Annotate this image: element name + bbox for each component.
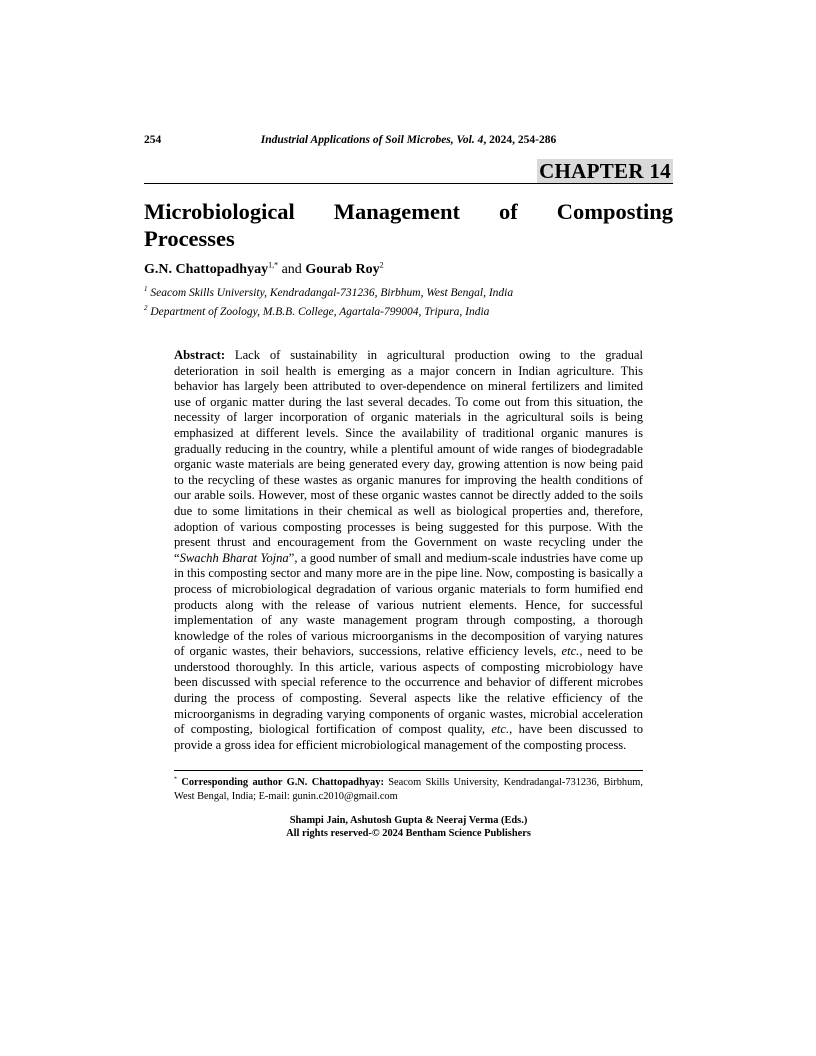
running-head <box>144 134 673 146</box>
footnote-text: Seacom Skills University, Kendradangal-731236, Birbhum, West Bengal, India; E-mail: gunin.c2010@gmail.com <box>174 777 643 802</box>
abstract <box>174 348 643 753</box>
affiliation-number: 1 <box>144 285 148 294</box>
chapter-heading-bar <box>144 159 673 184</box>
footnote-marker: * <box>174 776 177 783</box>
publisher-info <box>174 815 643 840</box>
copyright-line: All rights reserved-© 2024 Bentham Science Publishers <box>286 827 531 839</box>
author-conjunction: and <box>281 262 302 277</box>
abstract-text: , have been discussed to provide a gross idea for efficient microbiological management of the composting process. <box>174 722 643 752</box>
author-affiliation-marker: 1,* <box>268 260 279 270</box>
title-line-1: Microbiological Management of Composting <box>144 199 673 224</box>
page-number: 254 <box>144 134 162 146</box>
author-affiliation-marker: 2 <box>379 260 384 270</box>
chapter-label: CHAPTER 14 <box>539 159 671 183</box>
abstract-italic-term: etc. <box>491 722 510 737</box>
abstract-text: ”, a good number of small and medium-scale industries have come up in this composting sector and many more are in the pipe line. Now, composting is basically a process of microbiological degradation of various organic materials to form humified end products along with the release of various nutrient elements. Hence, for successful implementation of any waste management program through composting, a thorough knowledge of the roles of various microorganisms in the decomposition of varying natures of organic wastes, their behaviors, successions, relative efficiency levels, <box>174 550 643 659</box>
abstract-italic-term: Swachh Bharat Yojna <box>179 550 289 565</box>
affiliation <box>144 306 489 318</box>
title-line-2: Processes <box>144 226 235 251</box>
journal-volume-info: , 2024, 254-286 <box>483 134 557 146</box>
footnote-label: Corresponding author G.N. Chattopadhyay: <box>181 777 384 788</box>
affiliation-text: Department of Zoology, M.B.B. College, Agartala-799004, Tripura, India <box>150 306 490 318</box>
editors-line: Shampi Jain, Ashutosh Gupta & Neeraj Verma (Eds.) <box>289 815 528 826</box>
author-list <box>144 262 384 278</box>
page-header <box>144 134 673 152</box>
article-title <box>144 198 673 252</box>
footnote <box>174 776 643 803</box>
affiliation-text: Seacom Skills University, Kendradangal-731236, Birbhum, West Bengal, India <box>150 287 514 299</box>
author-name: Gourab Roy <box>305 262 380 277</box>
author-name: G.N. Chattopadhyay <box>144 262 269 277</box>
abstract-text: , need to be understood thoroughly. In this article, various aspects of composting microbiology have been discussed with special reference to the occurrence and behavior of different microbes during the process of composting. Several aspects like the relative efficiency of the microorganisms in degrading varying components of organic wastes, microbial acceleration of composting, biological fortification of compost quality, <box>174 644 643 737</box>
abstract-text: Lack of sustainability in agricultural production owing to the gradual deterioration in soil health is emerging as a major concern in Indian agriculture. This behavior has largely been attributed to over-dependence on mineral fertilizers and limited use of organic matter during the last several decades. To come out from this situation, the necessity of larger incorporation of organic materials in the agricultural soils is being emphasized at different levels. Since the availability of traditional organic manures is gradually reducing in the country, while a plentiful amount of wide ranges of biodegradable organic waste materials are being generated every day, growing attention is now being paid to the recycling of these wastes as organic manures for improving the health conditions of our arable soils. However, most of these organic wastes cannot be directly added to the soils due to some limitations in their chemical as well as biological properties and, therefore, adoption of various composting processes is being suggested for this purpose. With the present thrust and encouragement from the Government on waste recycling under the “ <box>174 348 643 565</box>
abstract-label: Abstract: <box>174 348 226 362</box>
abstract-italic-term: etc. <box>561 644 580 659</box>
affiliation <box>144 287 513 299</box>
affiliation-number: 2 <box>144 304 148 313</box>
journal-title: Industrial Applications of Soil Microbes, Vol. 4 <box>260 134 484 146</box>
footnote-divider <box>174 770 643 771</box>
